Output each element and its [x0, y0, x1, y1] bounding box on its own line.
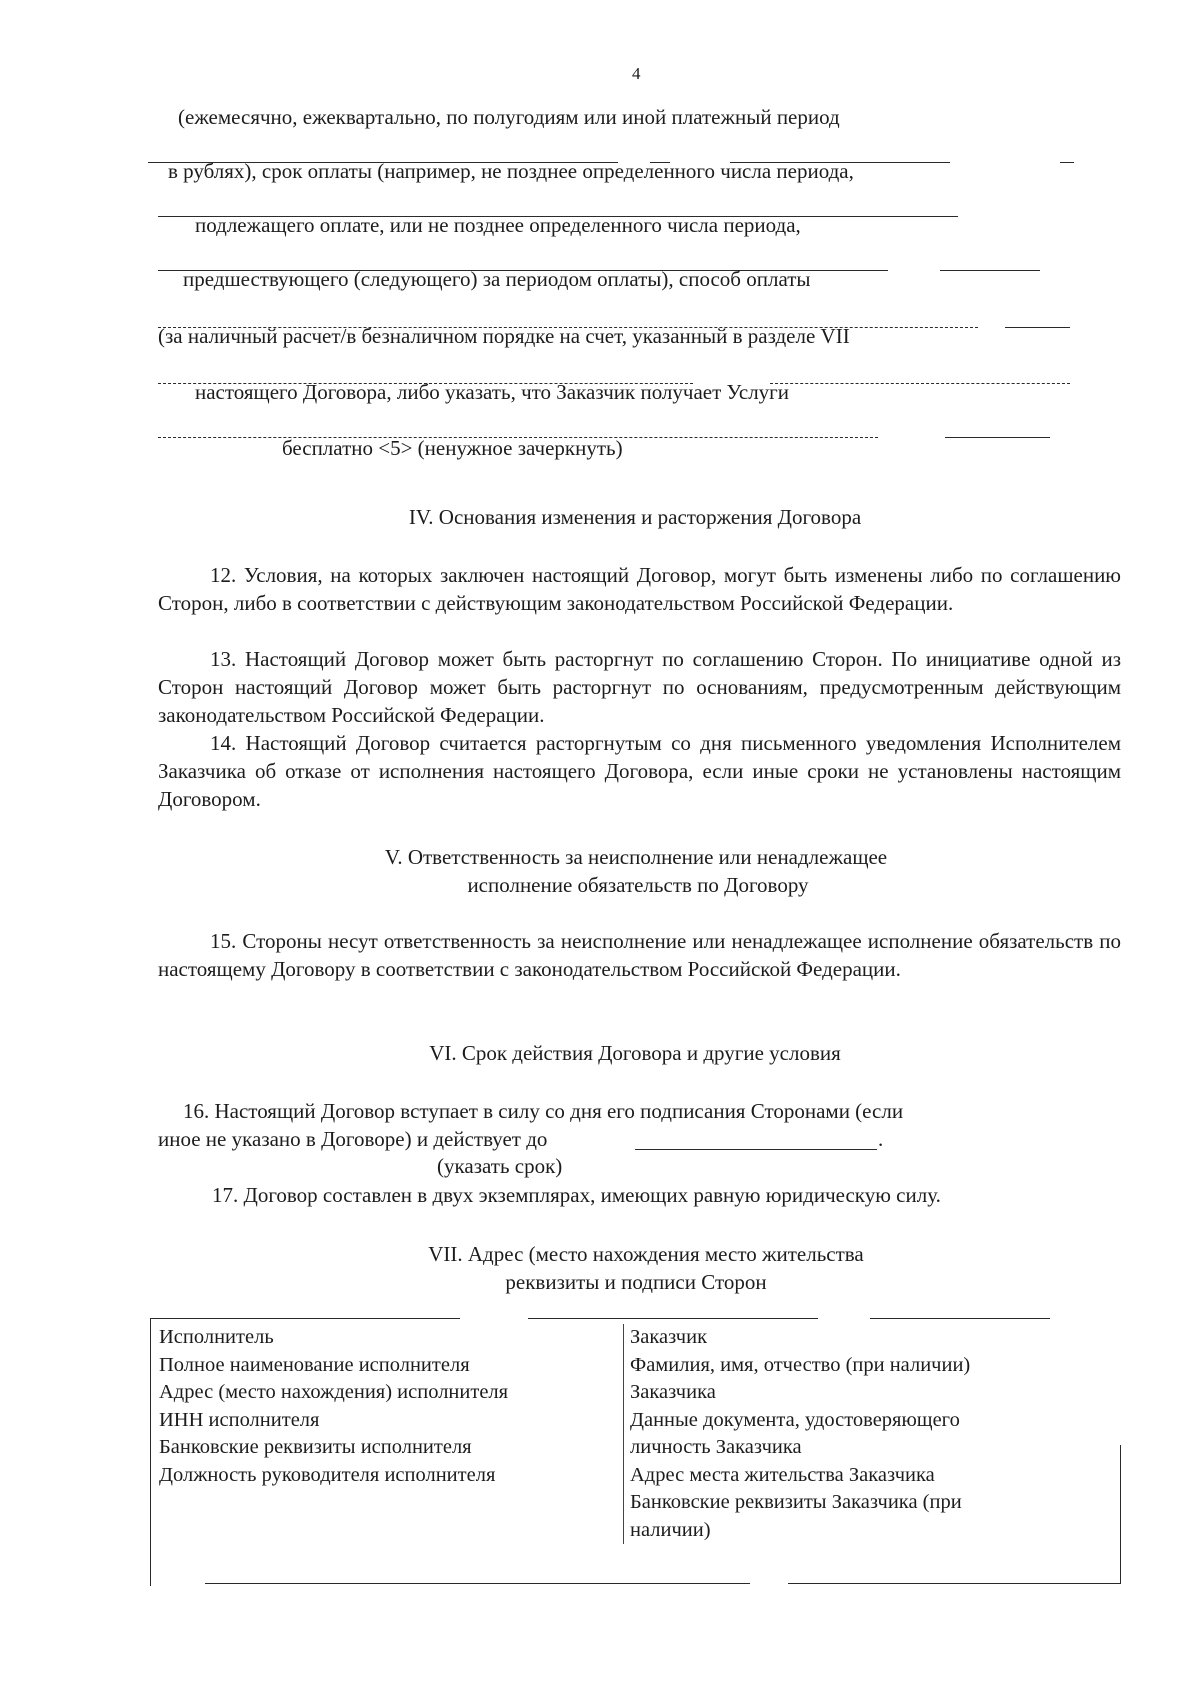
clause-12: 12. Условия, на которых заключен настоящий Договор, могут быть изменены либо по соглашению Сторон, либо в соответствии с действующим законодательством Российской Федерации. — [158, 563, 1121, 615]
contractor-field: Банковские реквизиты исполнителя — [159, 1436, 472, 1458]
payment-line-7: бесплатно <5> (ненужное зачеркнуть) — [282, 436, 623, 460]
customer-field: Заказчика — [630, 1381, 716, 1403]
section-v-title-line-2: исполнение обязательств по Договору — [467, 873, 809, 897]
clause-13: 13. Настоящий Договор может быть расторгнут по соглашению Сторон. По инициативе одной из Сторон настоящий Договор может быть расторгнут по основаниям, предусмотренным действующим законодательством Российской Федерации. — [158, 647, 1121, 727]
contractor-field: ИНН исполнителя — [159, 1408, 320, 1431]
section-vi-title: VI. Срок действия Договора и другие условия — [429, 1041, 841, 1065]
payment-line-2: в рублях), срок оплаты (например, не позднее определенного числа периода, — [168, 159, 854, 183]
fill-line — [945, 437, 1050, 438]
fill-line — [1005, 327, 1070, 328]
section-vii-title-line-2: реквизиты и подписи Сторон — [505, 1270, 767, 1294]
contractor-field: Адрес (место нахождения) исполнителя — [159, 1381, 509, 1403]
table-bottom-line — [205, 1583, 750, 1584]
customer-field: наличии) — [630, 1518, 711, 1541]
table-right-border — [1120, 1445, 1121, 1583]
clause-14: 14. Настоящий Договор считается расторгнутым со дня письменного уведомления Исполнителем Заказчика об отказе от исполнения настоящего Договора, если иные сроки не установлены настоящим Договором. — [158, 731, 1121, 811]
contractor-field: Полное наименование исполнителя — [159, 1353, 470, 1376]
payment-line-1: (ежемесячно, ежеквартально, по полугодиям или иной платежный период — [178, 105, 840, 129]
contractor-column — [159, 1324, 619, 1489]
contractor-header: Исполнитель — [159, 1326, 274, 1348]
clause-16-line-1: 16. Настоящий Договор вступает в силу со дня его подписания Сторонами (если — [183, 1099, 904, 1123]
customer-field: Фамилия, имя, отчество (при наличии) — [630, 1353, 971, 1376]
fill-line — [770, 383, 1070, 384]
customer-field: личность Заказчика — [630, 1436, 802, 1458]
section-iv-title: IV. Основания изменения и расторжения Договора — [408, 505, 862, 529]
contractor-field: Должность руководителя исполнителя — [159, 1463, 496, 1486]
clause-17: 17. Договор составлен в двух экземплярах, имеющих равную юридическую силу. — [212, 1183, 941, 1207]
section-vii-title-line-1: VII. Адрес (место нахождения место жительства — [428, 1242, 864, 1266]
payment-line-6: настоящего Договора, либо указать, что Заказчик получает Услуги — [195, 380, 790, 404]
payment-line-3: подлежащего оплате, или не позднее определенного числа периода, — [195, 213, 801, 237]
customer-header: Заказчик — [630, 1326, 708, 1348]
customer-column — [623, 1324, 1100, 1544]
fill-line — [940, 270, 1040, 271]
customer-field: Данные документа, удостоверяющего — [630, 1408, 960, 1431]
customer-field: Адрес места жительства Заказчика — [630, 1463, 935, 1486]
payment-line-5: (за наличный расчет/в безналичном порядке на счет, указанный в разделе VII — [158, 324, 850, 348]
term-fill-line[interactable] — [635, 1149, 877, 1150]
fill-line — [1060, 162, 1074, 163]
page-number: 4 — [632, 64, 641, 83]
clause-15: 15. Стороны несут ответственность за неисполнение или ненадлежащее исполнение обязательств по настоящему Договору в соответствии с законодательством Российской Федерации. — [158, 929, 1121, 981]
clause-16-line-2: иное не указано в Договоре) и действует до — [158, 1127, 548, 1151]
customer-field: Банковские реквизиты Заказчика (при — [630, 1491, 962, 1513]
table-bottom-line — [788, 1583, 1121, 1584]
clause-16-hint: (указать срок) — [437, 1154, 563, 1178]
requisites-table — [150, 1318, 1123, 1586]
payment-line-4: предшествующего (следующего) за периодом оплаты), способ оплаты — [183, 267, 811, 291]
section-v-title-line-1: V. Ответственность за неисполнение или ненадлежащее — [384, 845, 888, 869]
clause-16-period: . — [878, 1127, 884, 1151]
